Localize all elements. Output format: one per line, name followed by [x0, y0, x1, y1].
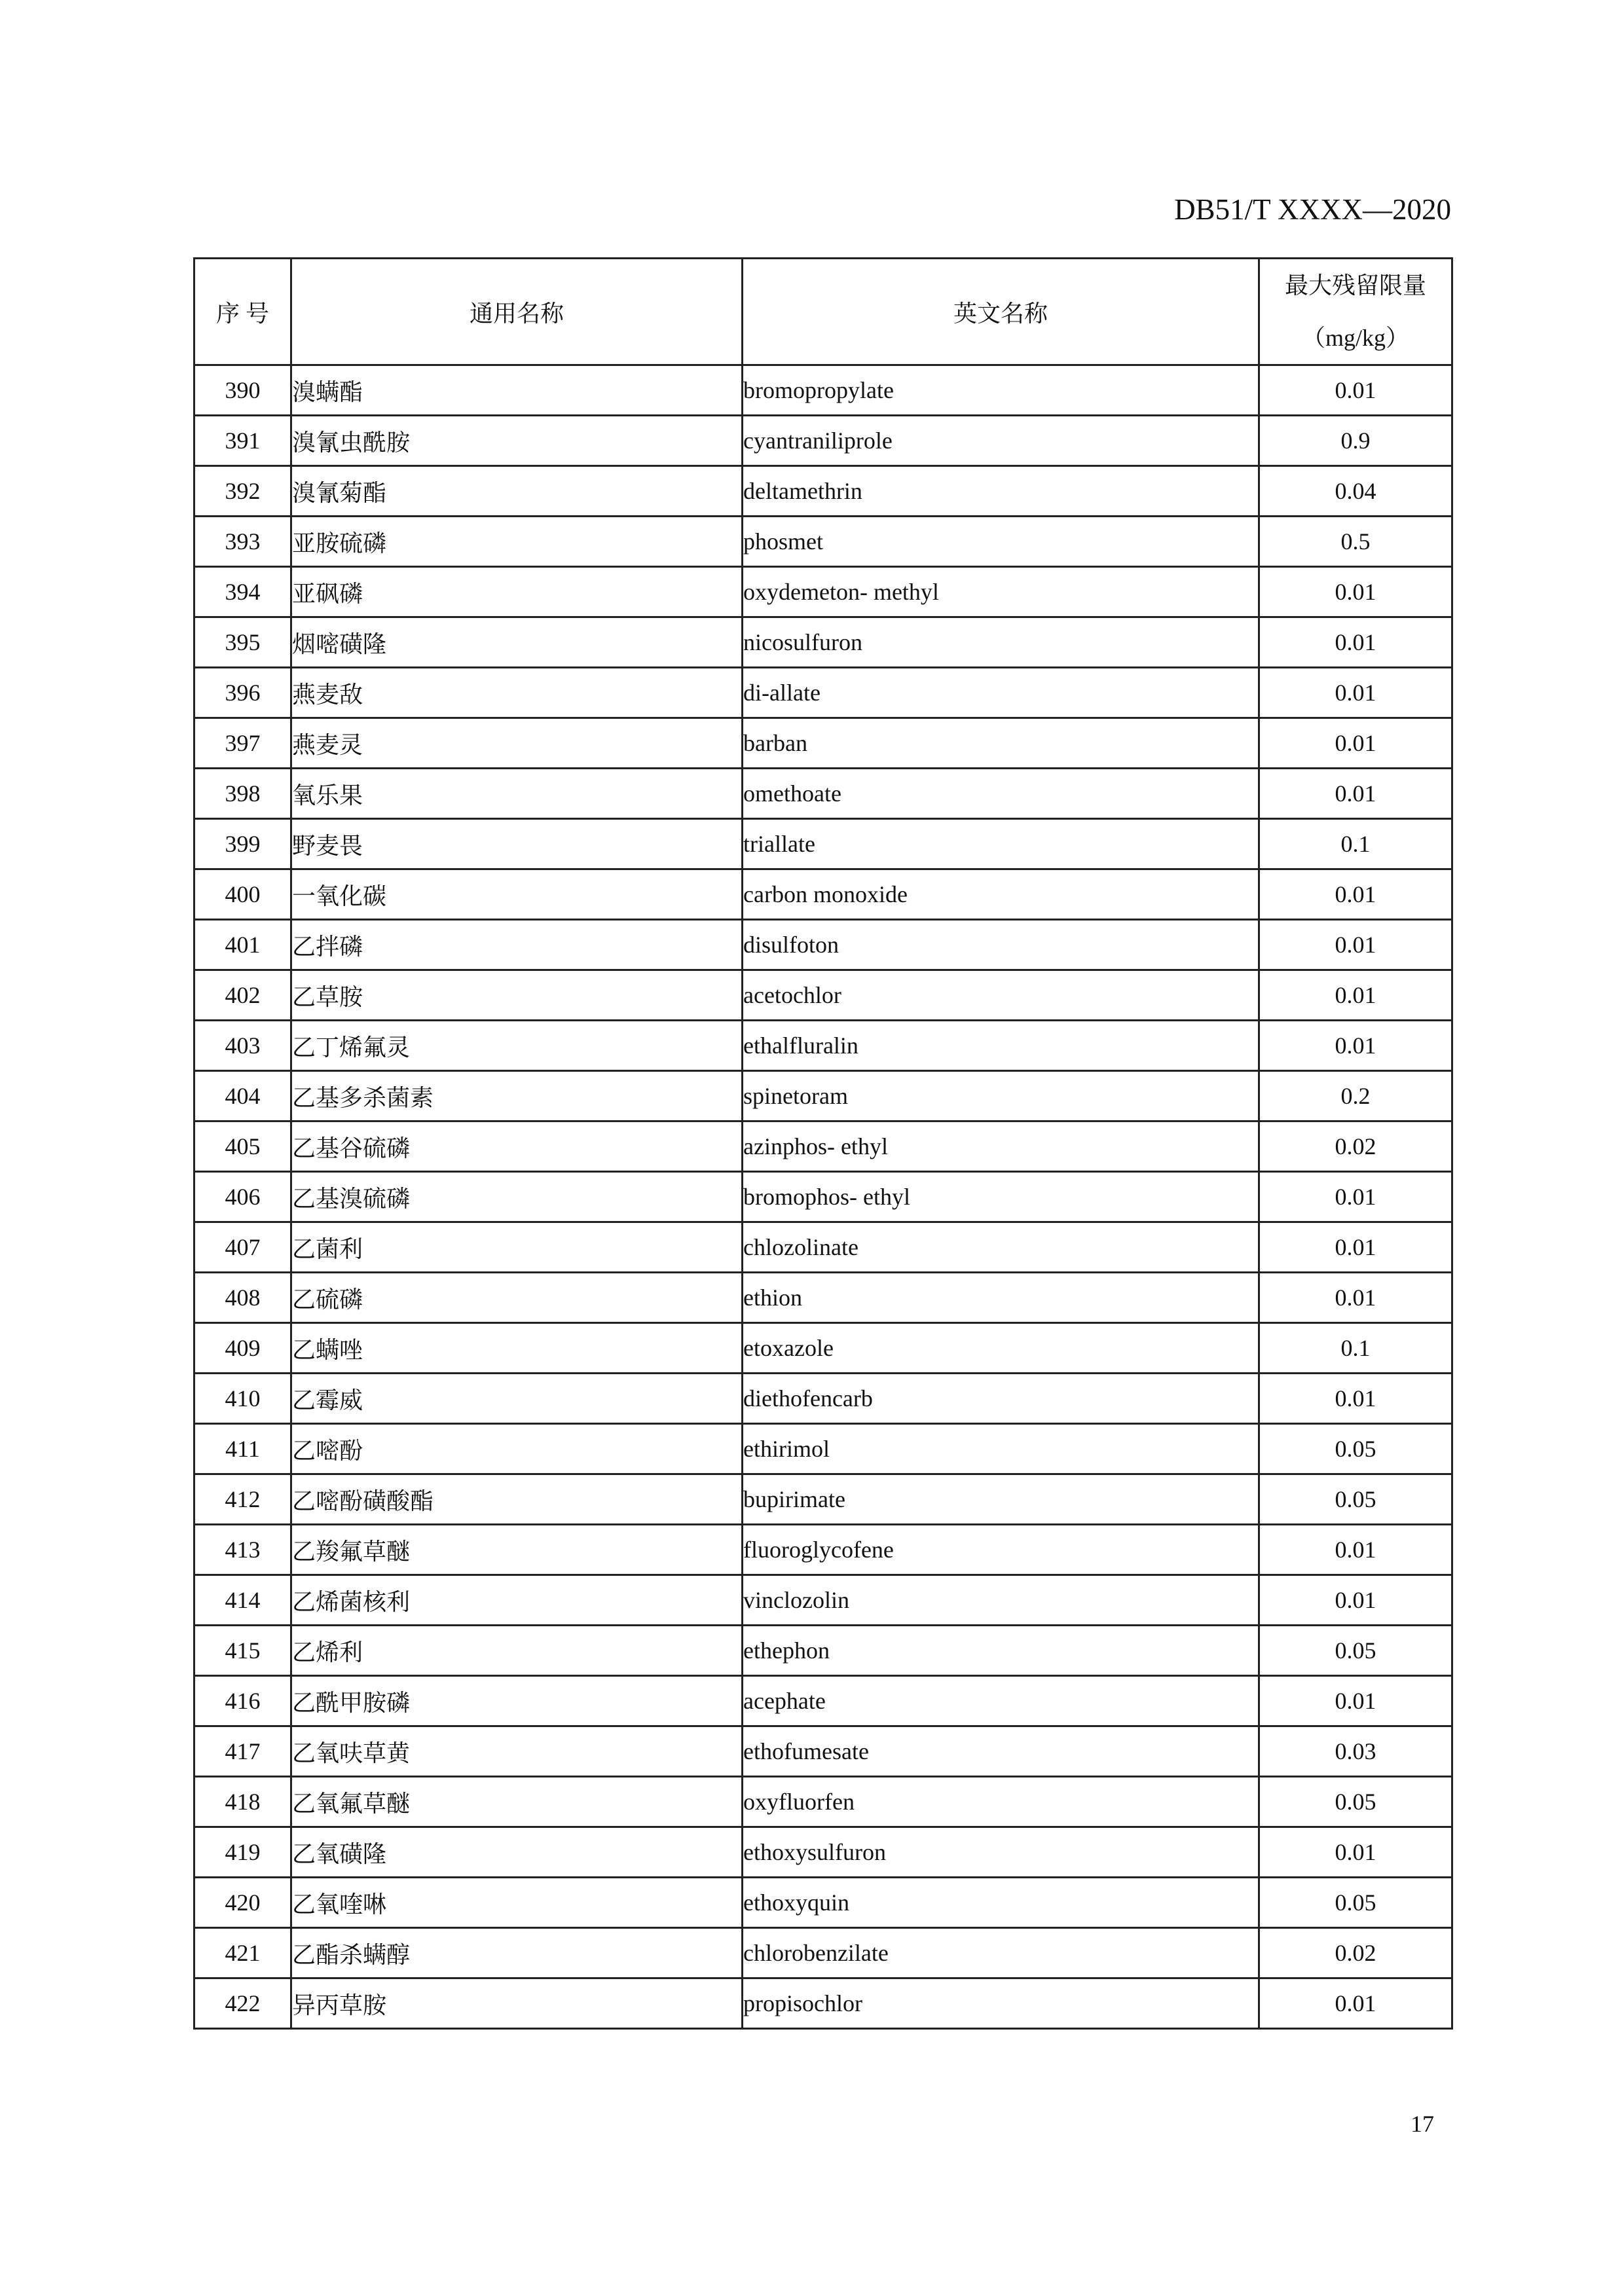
mrl-value-cell: 0.1: [1259, 819, 1452, 869]
table-row: [194, 819, 1452, 869]
common-name-cell: 乙基溴硫磷: [291, 1172, 743, 1222]
table-row: [194, 1928, 1452, 1978]
mrl-value-cell: 0.01: [1259, 1021, 1452, 1071]
table-row: [194, 970, 1452, 1021]
common-name-cell: 乙霉威: [291, 1374, 743, 1424]
row-index: 407: [194, 1222, 291, 1273]
table-row: [194, 1626, 1452, 1676]
common-name-cell: 乙酯杀螨醇: [291, 1928, 743, 1978]
column-header-mrl: [1259, 259, 1452, 365]
table-row: [194, 466, 1452, 517]
table-row: [194, 668, 1452, 718]
table-row: [194, 1121, 1452, 1172]
english-name-cell: barban: [743, 718, 1259, 769]
row-index: 412: [194, 1474, 291, 1525]
common-name-cell: 乙烯菌核利: [291, 1575, 743, 1626]
row-index: 403: [194, 1021, 291, 1071]
mrl-value-cell: 0.01: [1259, 365, 1452, 416]
english-name-cell: ethalfluralin: [743, 1021, 1259, 1071]
mrl-value-cell: 0.01: [1259, 1172, 1452, 1222]
table-row: [194, 416, 1452, 466]
english-name-cell: fluoroglycofene: [743, 1525, 1259, 1575]
common-name-cell: 一氧化碳: [291, 869, 743, 920]
table-row: [194, 1071, 1452, 1121]
english-name-cell: bromophos- ethyl: [743, 1172, 1259, 1222]
common-name-cell: 乙菌利: [291, 1222, 743, 1273]
table-row: [194, 1978, 1452, 2029]
mrl-value-cell: 0.01: [1259, 567, 1452, 617]
row-index: 408: [194, 1273, 291, 1323]
row-index: 394: [194, 567, 291, 617]
table-row: [194, 769, 1452, 819]
row-index: 402: [194, 970, 291, 1021]
english-name-cell: etoxazole: [743, 1323, 1259, 1374]
english-name-cell: acetochlor: [743, 970, 1259, 1021]
english-name-cell: phosmet: [743, 517, 1259, 567]
mrl-value-cell: 0.2: [1259, 1071, 1452, 1121]
common-name-cell: 乙草胺: [291, 970, 743, 1021]
common-name-cell: 乙氧磺隆: [291, 1827, 743, 1878]
mrl-value-cell: 0.05: [1259, 1878, 1452, 1928]
row-index: 417: [194, 1726, 291, 1777]
mrl-value-cell: 0.01: [1259, 1525, 1452, 1575]
row-index: 397: [194, 718, 291, 769]
table-row: [194, 920, 1452, 970]
row-index: 410: [194, 1374, 291, 1424]
row-index: 400: [194, 869, 291, 920]
mrl-header-unit: （mg/kg）: [1301, 325, 1409, 351]
row-index: 396: [194, 668, 291, 718]
english-name-cell: spinetoram: [743, 1071, 1259, 1121]
english-name-cell: diethofencarb: [743, 1374, 1259, 1424]
row-index: 391: [194, 416, 291, 466]
english-name-cell: vinclozolin: [743, 1575, 1259, 1626]
row-index: 411: [194, 1424, 291, 1474]
document-code: DB51/T XXXX—2020: [1174, 193, 1451, 226]
table-row: [194, 1374, 1452, 1424]
mrl-value-cell: 0.05: [1259, 1474, 1452, 1525]
row-index: 420: [194, 1878, 291, 1928]
mrl-value-cell: 0.01: [1259, 1827, 1452, 1878]
row-index: 398: [194, 769, 291, 819]
common-name-cell: 亚胺硫磷: [291, 517, 743, 567]
row-index: 404: [194, 1071, 291, 1121]
table-header-row: [194, 259, 1452, 365]
table-row: [194, 1676, 1452, 1726]
column-header-index: 序 号: [194, 259, 291, 365]
mrl-value-cell: 0.04: [1259, 466, 1452, 517]
english-name-cell: cyantraniliprole: [743, 416, 1259, 466]
mrl-value-cell: 0.03: [1259, 1726, 1452, 1777]
common-name-cell: 野麦畏: [291, 819, 743, 869]
common-name-cell: 亚砜磷: [291, 567, 743, 617]
english-name-cell: ethirimol: [743, 1424, 1259, 1474]
english-name-cell: propisochlor: [743, 1978, 1259, 2029]
row-index: 421: [194, 1928, 291, 1978]
row-index: 393: [194, 517, 291, 567]
english-name-cell: acephate: [743, 1676, 1259, 1726]
common-name-cell: 燕麦灵: [291, 718, 743, 769]
row-index: 401: [194, 920, 291, 970]
mrl-value-cell: 0.01: [1259, 920, 1452, 970]
table-row: [194, 1424, 1452, 1474]
common-name-cell: 乙基多杀菌素: [291, 1071, 743, 1121]
english-name-cell: triallate: [743, 819, 1259, 869]
common-name-cell: 乙氧呋草黄: [291, 1726, 743, 1777]
common-name-cell: 乙羧氟草醚: [291, 1525, 743, 1575]
table-row: [194, 1172, 1452, 1222]
english-name-cell: di-allate: [743, 668, 1259, 718]
mrl-value-cell: 0.02: [1259, 1121, 1452, 1172]
common-name-cell: 乙烯利: [291, 1626, 743, 1676]
common-name-cell: 氧乐果: [291, 769, 743, 819]
table-row: [194, 1021, 1452, 1071]
table-row: [194, 1726, 1452, 1777]
english-name-cell: omethoate: [743, 769, 1259, 819]
row-index: 390: [194, 365, 291, 416]
mrl-value-cell: 0.01: [1259, 668, 1452, 718]
table-row: [194, 1273, 1452, 1323]
mrl-value-cell: 0.02: [1259, 1928, 1452, 1978]
mrl-header-label: 最大残留限量: [1284, 272, 1426, 299]
common-name-cell: 乙螨唑: [291, 1323, 743, 1374]
table-body: [194, 365, 1452, 2029]
table-row: [194, 1878, 1452, 1928]
english-name-cell: ethoxysulfuron: [743, 1827, 1259, 1878]
table-row: [194, 1575, 1452, 1626]
common-name-cell: 乙酰甲胺磷: [291, 1676, 743, 1726]
english-name-cell: ethephon: [743, 1626, 1259, 1676]
english-name-cell: deltamethrin: [743, 466, 1259, 517]
english-name-cell: azinphos- ethyl: [743, 1121, 1259, 1172]
mrl-value-cell: 0.1: [1259, 1323, 1452, 1374]
english-name-cell: ethofumesate: [743, 1726, 1259, 1777]
mrl-value-cell: 0.05: [1259, 1626, 1452, 1676]
table-row: [194, 1474, 1452, 1525]
row-index: 399: [194, 819, 291, 869]
common-name-cell: 乙硫磷: [291, 1273, 743, 1323]
column-header-english-name: 英文名称: [743, 259, 1259, 365]
common-name-cell: 乙嘧酚: [291, 1424, 743, 1474]
common-name-cell: 燕麦敌: [291, 668, 743, 718]
mrl-value-cell: 0.05: [1259, 1424, 1452, 1474]
row-index: 416: [194, 1676, 291, 1726]
common-name-cell: 乙丁烯氟灵: [291, 1021, 743, 1071]
table-row: [194, 1827, 1452, 1878]
common-name-cell: 乙嘧酚磺酸酯: [291, 1474, 743, 1525]
pesticide-mrl-table: [193, 257, 1453, 2030]
common-name-cell: 烟嘧磺隆: [291, 617, 743, 668]
row-index: 422: [194, 1978, 291, 2029]
common-name-cell: 乙氧氟草醚: [291, 1777, 743, 1827]
mrl-value-cell: 0.01: [1259, 617, 1452, 668]
table-row: [194, 365, 1452, 416]
mrl-value-cell: 0.01: [1259, 970, 1452, 1021]
common-name-cell: 乙氧喹啉: [291, 1878, 743, 1928]
row-index: 415: [194, 1626, 291, 1676]
common-name-cell: 异丙草胺: [291, 1978, 743, 2029]
row-index: 413: [194, 1525, 291, 1575]
row-index: 419: [194, 1827, 291, 1878]
english-name-cell: oxydemeton- methyl: [743, 567, 1259, 617]
english-name-cell: chlorobenzilate: [743, 1928, 1259, 1978]
mrl-value-cell: 0.01: [1259, 1273, 1452, 1323]
english-name-cell: carbon monoxide: [743, 869, 1259, 920]
table-row: [194, 1777, 1452, 1827]
mrl-value-cell: 0.01: [1259, 1676, 1452, 1726]
row-index: 418: [194, 1777, 291, 1827]
table-row: [194, 567, 1452, 617]
english-name-cell: ethoxyquin: [743, 1878, 1259, 1928]
common-name-cell: 乙拌磷: [291, 920, 743, 970]
mrl-value-cell: 0.01: [1259, 769, 1452, 819]
page-number: 17: [1411, 2111, 1434, 2137]
english-name-cell: bupirimate: [743, 1474, 1259, 1525]
mrl-value-cell: 0.01: [1259, 1374, 1452, 1424]
row-index: 406: [194, 1172, 291, 1222]
common-name-cell: 乙基谷硫磷: [291, 1121, 743, 1172]
table-row: [194, 517, 1452, 567]
english-name-cell: chlozolinate: [743, 1222, 1259, 1273]
mrl-value-cell: 0.5: [1259, 517, 1452, 567]
english-name-cell: nicosulfuron: [743, 617, 1259, 668]
english-name-cell: ethion: [743, 1273, 1259, 1323]
table-row: [194, 1222, 1452, 1273]
mrl-value-cell: 0.01: [1259, 718, 1452, 769]
row-index: 405: [194, 1121, 291, 1172]
common-name-cell: 溴氰虫酰胺: [291, 416, 743, 466]
row-index: 414: [194, 1575, 291, 1626]
english-name-cell: bromopropylate: [743, 365, 1259, 416]
table-row: [194, 617, 1452, 668]
table-row: [194, 869, 1452, 920]
column-header-common-name: 通用名称: [291, 259, 743, 365]
row-index: 392: [194, 466, 291, 517]
row-index: 395: [194, 617, 291, 668]
mrl-value-cell: 0.9: [1259, 416, 1452, 466]
mrl-value-cell: 0.01: [1259, 1978, 1452, 2029]
mrl-value-cell: 0.05: [1259, 1777, 1452, 1827]
english-name-cell: disulfoton: [743, 920, 1259, 970]
mrl-value-cell: 0.01: [1259, 869, 1452, 920]
common-name-cell: 溴氰菊酯: [291, 466, 743, 517]
row-index: 409: [194, 1323, 291, 1374]
mrl-value-cell: 0.01: [1259, 1222, 1452, 1273]
table-row: [194, 1525, 1452, 1575]
common-name-cell: 溴螨酯: [291, 365, 743, 416]
table-row: [194, 1323, 1452, 1374]
english-name-cell: oxyfluorfen: [743, 1777, 1259, 1827]
mrl-value-cell: 0.01: [1259, 1575, 1452, 1626]
table-row: [194, 718, 1452, 769]
